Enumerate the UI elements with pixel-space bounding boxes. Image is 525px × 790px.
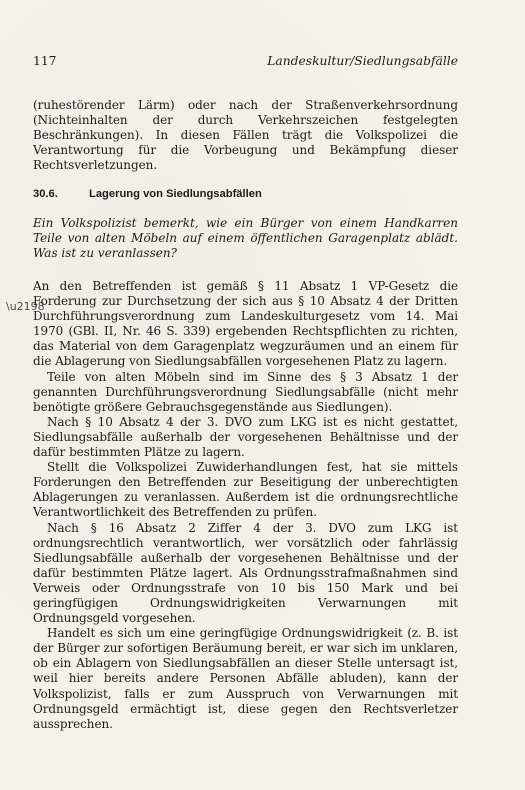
answer-paragraph: Teile von alten Möbeln sind im Sinne des § 3 Absatz 1 der genannten Durchführungsverordnung Siedlungsabfälle (nicht mehr benötigte größere Gebrauchsgegenstände aus Siedlungen).	[33, 369, 458, 414]
margin-mark-icon: \u2198	[6, 300, 45, 313]
intro-paragraph: (ruhestörender Lärm) oder nach der Straßenverkehrsordnung (Nichteinhalten der durch Verkehrszeichen festgelegten Beschränkungen). In diesen Fällen trägt die Volkspolizei die Verantwortung für die Vorbeugung und Bekämpfung dieser Rechtsverletzungen.	[33, 98, 458, 173]
answer-paragraph: An den Betreffenden ist gemäß § 11 Absatz 1 VP-Gesetz die Forderung zur Durchsetzung der sich aus § 10 Absatz 4 der Dritten Durchführungsverordnung zum Landeskulturgesetz vom 14. Mai 1970 (GBl. II, Nr. 46 S. 339) ergebenden Rechtspflichten zu richten, das Material von dem Garagenplatz wegzuräumen und an einem für die Ablagerung von Siedlungsabfällen vorgesehenen Platz zu lagern.	[33, 279, 458, 369]
section-title: Lagerung von Siedlungsabfällen	[89, 188, 262, 200]
answer-paragraph: Nach § 10 Absatz 4 der 3. DVO zum LKG ist es nicht gestattet, Siedlungsabfälle außerhalb der vorgesehenen Behältnisse und der dafür bestimmten Plätze zu lagern.	[33, 414, 458, 460]
page-number: 117	[33, 54, 57, 68]
answer-paragraph: Nach § 16 Absatz 2 Ziffer 4 der 3. DVO zum LKG ist ordnungsrechtlich verantwortlich, wer vorsätzlich oder fahrlässig Siedlungsabfälle außerhalb der vorgesehenen Behältnisse und der dafür bestimmten Plätze lagert. Als Ordnungsstrafmaßnahmen sind Verweis oder Ordnungsstrafe von 10 bis 150 Mark und bei geringfügigen Ordnungswidrigkeiten Verwarnungen mit Ordnungsgeld vorgesehen.	[33, 520, 458, 626]
page-header	[33, 53, 458, 69]
section-number: 30.6.	[33, 188, 58, 200]
answer-text	[33, 279, 458, 732]
section-heading	[33, 187, 458, 201]
running-title: Landeskultur/Siedlungsabfälle	[267, 54, 458, 68]
answer-paragraph: Handelt es sich um eine geringfügige Ordnungswidrigkeit (z. B. ist der Bürger zur sofortigen Beräumung bereit, er war sich im unklaren, ob ein Ablagern von Siedlungsabfällen an dieser Stelle untersagt ist, weil hier bereits andere Personen Abfälle abluden), kann der Volkspolizist, falls er zum Ausspruch von Verwarnungen mit Ordnungsgeld ermächtigt ist, diese gegen den Rechtsverletzer aussprechen.	[33, 626, 458, 731]
answer-paragraph: Stellt die Volkspolizei Zuwiderhandlungen fest, hat sie mittels Forderungen den Betreffenden zur Beseitigung der unberechtigten Ablagerungen zu veranlassen. Außerdem ist die ordnungsrechtliche Verantwortlichkeit des Betreffenden zu prüfen.	[33, 460, 458, 520]
case-question: Ein Volkspolizist bemerkt, wie ein Bürger von einem Handkarren Teile von alten Möbeln auf einem öffentlichen Garagenplatz ablädt. Was ist zu veranlassen?	[33, 216, 458, 261]
